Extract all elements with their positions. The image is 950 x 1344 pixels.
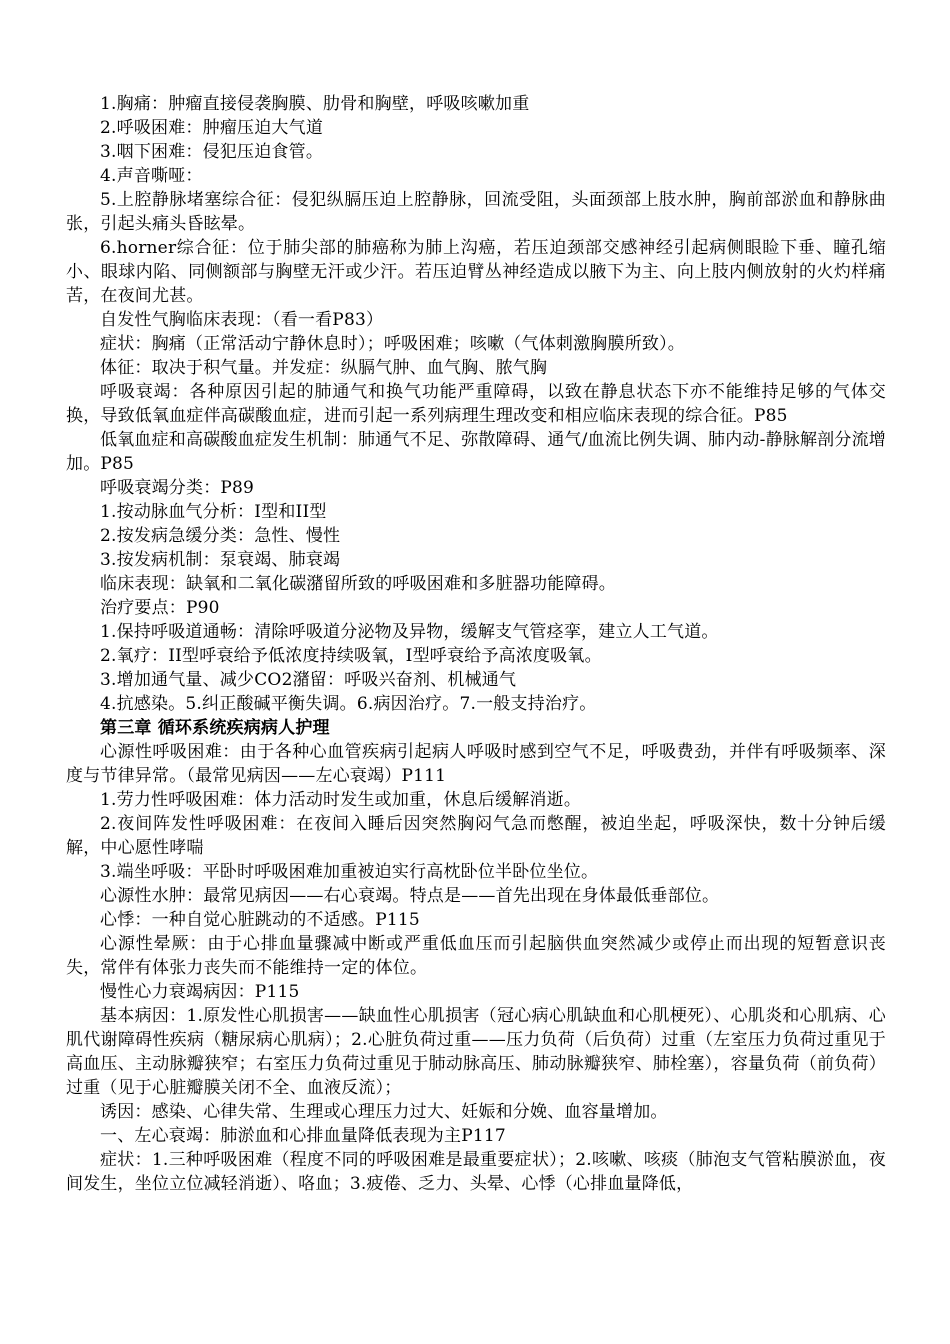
paragraph: 慢性心力衰竭病因：P115 [100, 982, 300, 1002]
paragraph: 临床表现：缺氧和二氧化碳潴留所致的呼吸困难和多脏器功能障碍。 [100, 574, 616, 594]
paragraph: 3.端坐呼吸：平卧时呼吸困难加重被迫实行高枕卧位半卧位坐位。 [100, 862, 599, 882]
paragraph: 心悸：一种自觉心脏跳动的不适感。P115 [100, 910, 420, 930]
paragraph: 心源性呼吸困难：由于各种心血管疾病引起病人呼吸时感到空气不足，呼吸费劲，并伴有呼吸频率、深度与节律异常。（最常见病因——左心衰竭）P111 [66, 742, 886, 786]
paragraph: 3.按发病机制：泵衰竭、肺衰竭 [100, 550, 341, 570]
document-page [66, 92, 886, 1196]
paragraph: 一、左心衰竭：肺淤血和心排血量降低表现为主P117 [100, 1126, 506, 1146]
paragraph: 2.夜间阵发性呼吸困难：在夜间入睡后因突然胸闷气急而憋醒，被迫坐起，呼吸深快，数十分钟后缓解，中心愿性哮喘 [66, 814, 886, 858]
paragraph: 3.咽下困难：侵犯压迫食管。 [100, 142, 324, 162]
paragraph: 诱因：感染、心律失常、生理或心理压力过大、妊娠和分娩、血容量增加。 [100, 1102, 668, 1122]
paragraph: 低氧血症和高碳酸血症发生机制：肺通气不足、弥散障碍、通气/血流比例失调、肺内动-静脉解剖分流增加。P85 [66, 430, 886, 474]
paragraph: 4.抗感染。5.纠正酸碱平衡失调。6.病因治疗。7.一般支持治疗。 [100, 694, 597, 714]
paragraph: 6.horner综合征：位于肺尖部的肺癌称为肺上沟癌，若压迫颈部交感神经引起病侧眼睑下垂、瞳孔缩小、眼球内陷、同侧额部与胸壁无汗或少汗。若压迫臂丛神经造成以腋下为主、向上肢内侧放射的火灼样痛苦，在夜间尤甚。 [66, 238, 886, 306]
paragraph: 症状：1.三种呼吸困难（程度不同的呼吸困难是最重要症状）；2.咳嗽、咳痰（肺泡支气管粘膜淤血，夜间发生，坐位立位减轻消逝）、咯血；3.疲倦、乏力、头晕、心悸（心排血量降低， [66, 1150, 886, 1194]
paragraph: 1.保持呼吸道通畅：清除呼吸道分泌物及异物，缓解支气管痉挛，建立人工气道。 [100, 622, 719, 642]
paragraph: 2.按发病急缓分类：急性、慢性 [100, 526, 341, 546]
paragraph: 4.声音嘶哑： [100, 166, 203, 186]
paragraph: 心源性晕厥：由于心排血量骤减中断或严重低血压而引起脑供血突然减少或停止而出现的短暂意识丧失，常伴有体张力丧失而不能维持一定的体位。 [66, 934, 886, 978]
paragraph: 治疗要点：P90 [100, 598, 220, 618]
paragraph: 呼吸衰竭：各种原因引起的肺通气和换气功能严重障碍，以致在静息状态下亦不能维持足够的气体交换，导致低氧血症伴高碳酸血症，进而引起一系列病理生理改变和相应临床表现的综合征。P85 [66, 382, 886, 426]
paragraph: 3.增加通气量、减少CO2潴留：呼吸兴奋剂、机械通气 [100, 670, 517, 690]
paragraph: 2.氧疗：II型呼衰给予低浓度持续吸氧，I型呼衰给予高浓度吸氧。 [100, 646, 602, 666]
paragraph: 症状：胸痛（正常活动宁静休息时）；呼吸困难；咳嗽（气体刺激胸膜所致）。 [100, 334, 685, 354]
paragraph: 呼吸衰竭分类：P89 [100, 478, 255, 498]
paragraph: 5.上腔静脉堵塞综合征：侵犯纵膈压迫上腔静脉，回流受阻，头面颈部上肢水肿，胸前部淤血和静脉曲张，引起头痛头昏眩晕。 [66, 190, 886, 234]
paragraph: 基本病因：1.原发性心肌损害——缺血性心肌损害（冠心病心肌缺血和心肌梗死）、心肌炎和心肌病、心肌代谢障碍性疾病（糖尿病心肌病）；2.心脏负荷过重——压力负荷（后负荷）过重（左室压力负荷过重见于高血压、主动脉瓣狭窄；右室压力负荷过重见于肺动脉高压、肺动脉瓣狭窄、肺栓塞），容量负荷（前负荷）过重（见于心脏瓣膜关闭不全、血液反流）； [66, 1006, 886, 1098]
chapter-heading: 第三章 循环系统疾病病人护理 [100, 718, 330, 738]
paragraph: 体征：取决于积气量。并发症：纵膈气肿、血气胸、脓气胸 [100, 358, 548, 378]
paragraph: 2.呼吸困难：肿瘤压迫大气道 [100, 118, 324, 138]
paragraph: 1.胸痛：肿瘤直接侵袭胸膜、肋骨和胸壁，呼吸咳嗽加重 [100, 94, 530, 114]
paragraph: 心源性水肿：最常见病因——右心衰竭。特点是——首先出现在身体最低垂部位。 [100, 886, 720, 906]
paragraph: 1.按动脉血气分析：I型和II型 [100, 502, 327, 522]
paragraph: 自发性气胸临床表现：（看一看P83） [100, 310, 384, 330]
paragraph: 1.劳力性呼吸困难：体力活动时发生或加重，休息后缓解消逝。 [100, 790, 582, 810]
